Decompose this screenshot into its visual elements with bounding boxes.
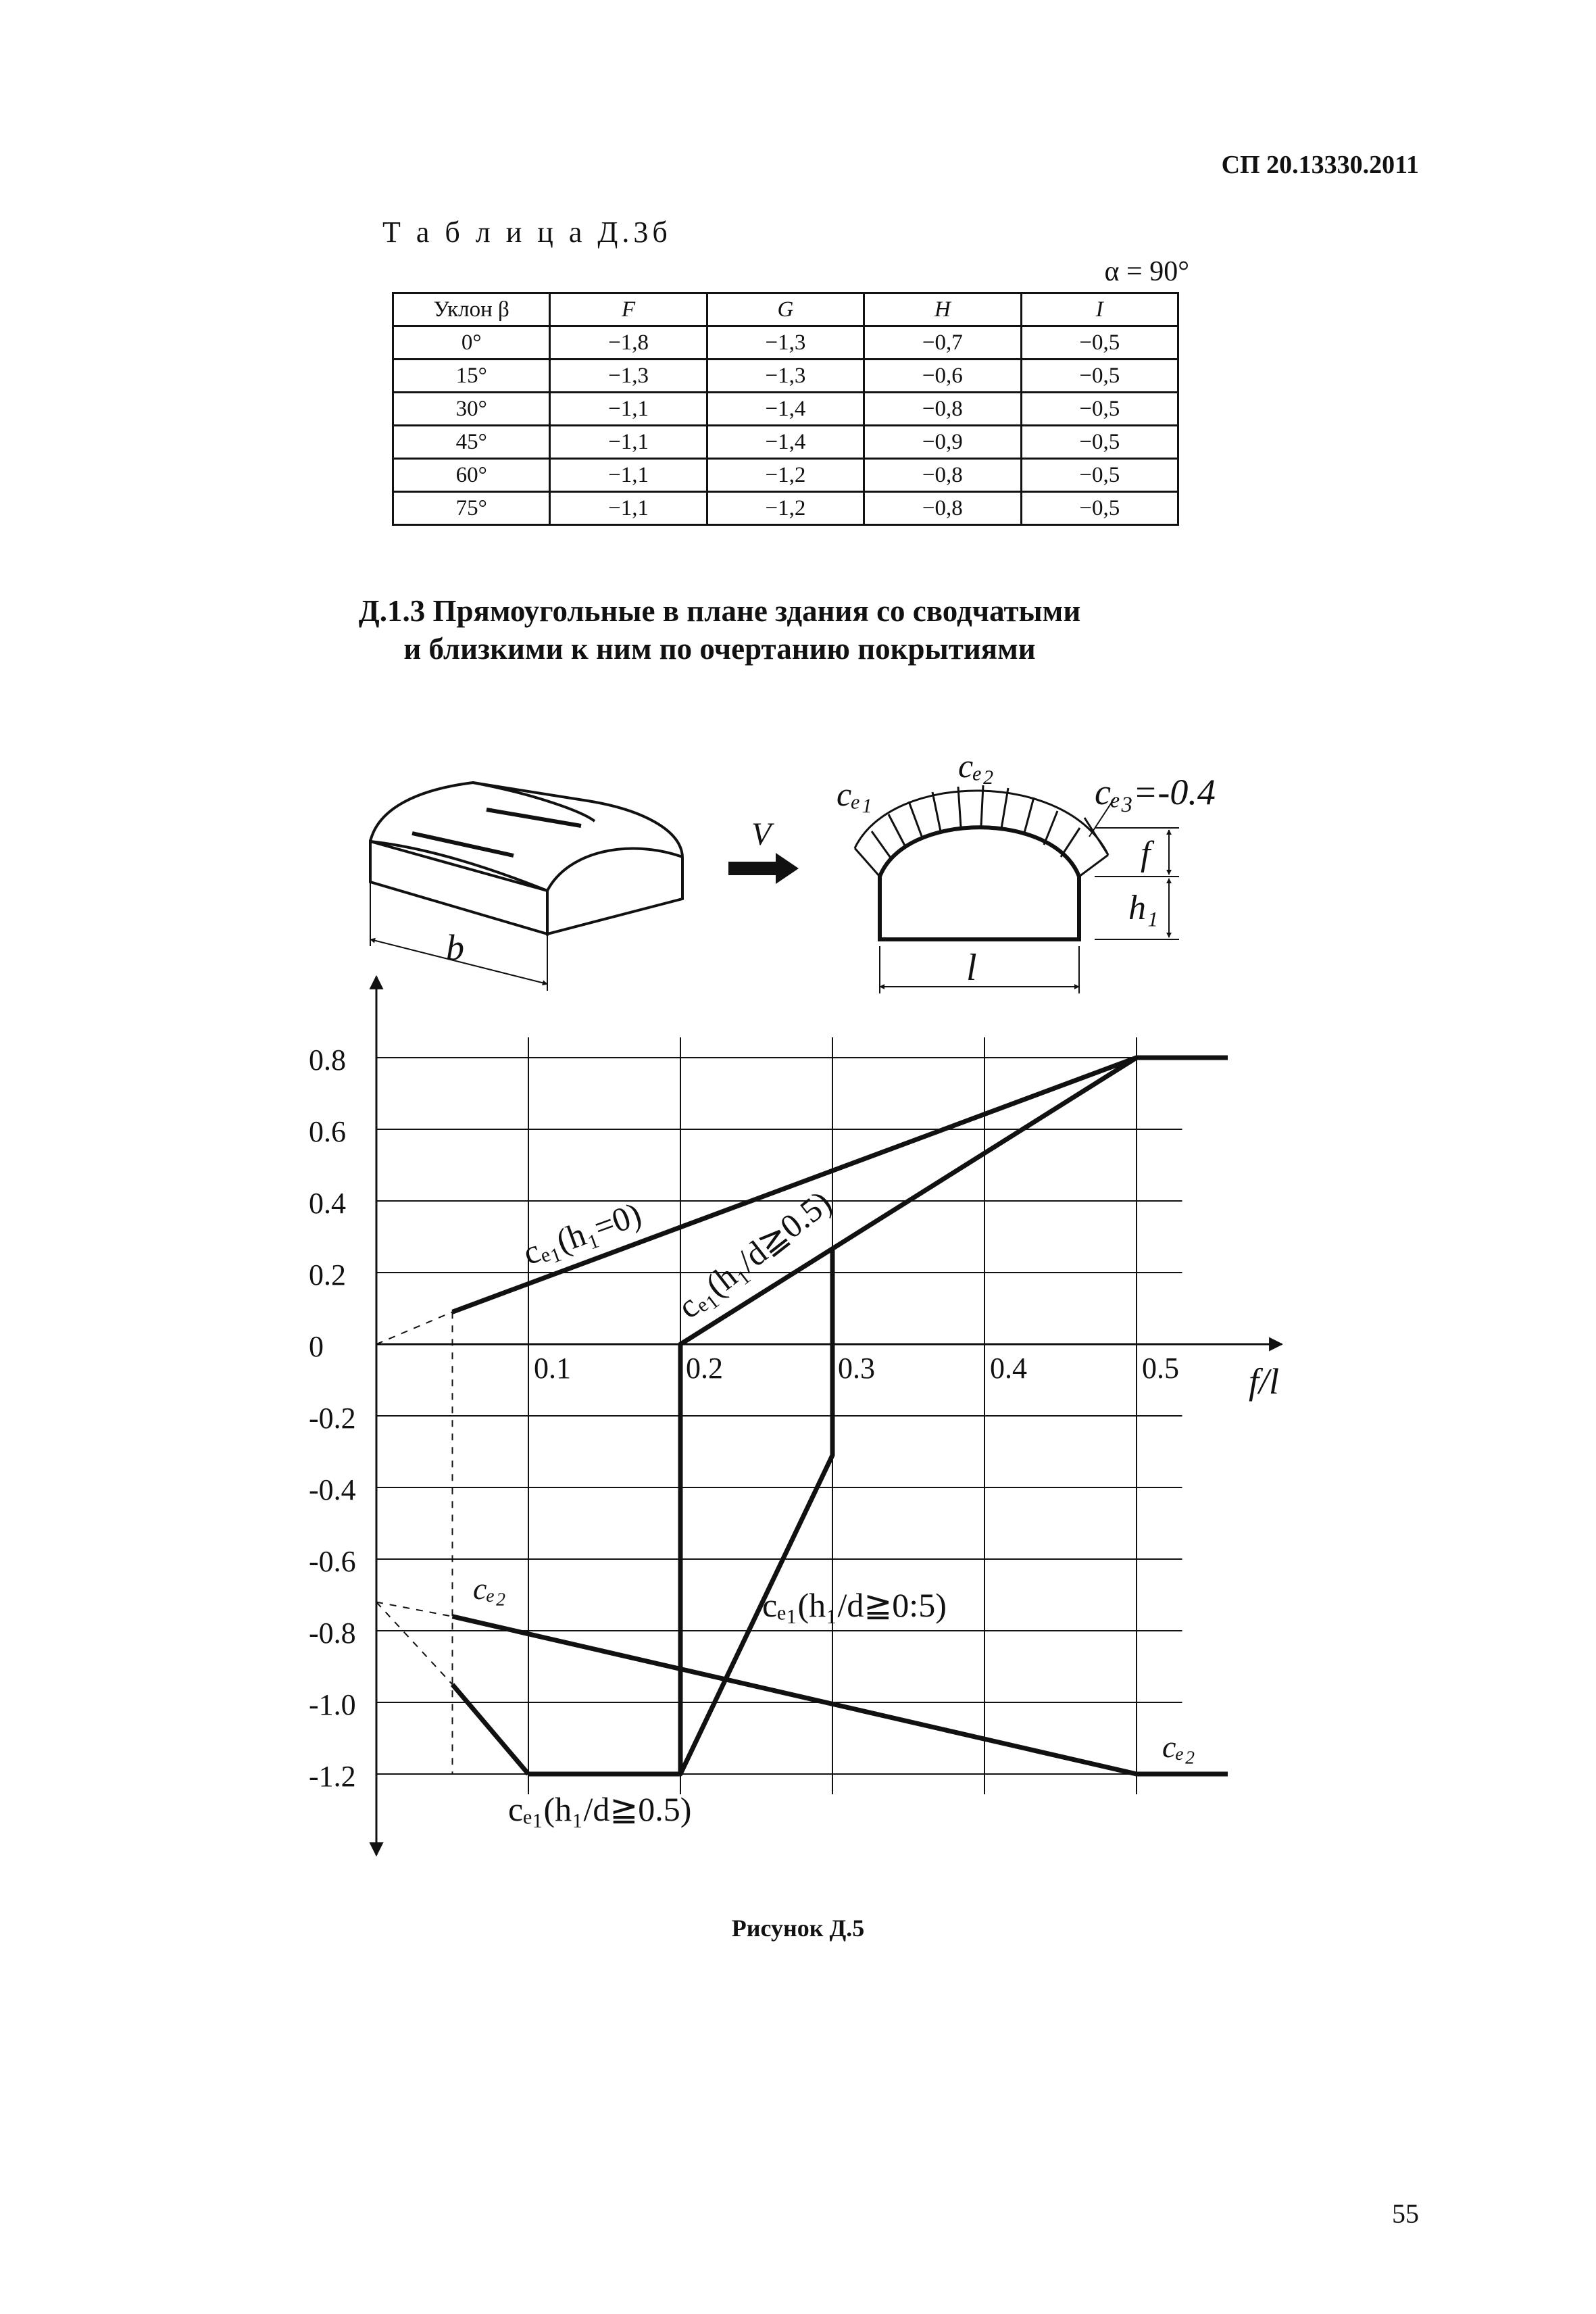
table-cell: −0,7 xyxy=(864,326,1021,360)
building-sketch xyxy=(370,783,682,991)
series-line xyxy=(453,1058,1228,1312)
table-cell: −1,1 xyxy=(550,426,707,459)
y-tick-label: -1.2 xyxy=(309,1760,356,1793)
table-cell: −0,5 xyxy=(1021,492,1178,525)
table-cell: 45° xyxy=(393,426,550,459)
pressure-coefficient-chart xyxy=(309,977,1282,1855)
series-line xyxy=(453,1685,529,1775)
table-cell: −1,2 xyxy=(707,459,864,492)
table-cell: −0,5 xyxy=(1021,360,1178,393)
table-cell: −0,8 xyxy=(864,492,1021,525)
table-cell: −1,4 xyxy=(707,393,864,426)
standard-code: СП 20.13330.2011 xyxy=(1221,151,1419,179)
table-parameter: α = 90° xyxy=(1104,256,1189,287)
table-cell: −0,6 xyxy=(864,360,1021,393)
y-tick-label: 0.2 xyxy=(309,1258,346,1291)
chart-grid xyxy=(376,1037,1182,1794)
table-title: Т а б л и ц а Д.3б xyxy=(382,216,672,249)
column-header: H xyxy=(864,293,1021,326)
table-cell: −1,3 xyxy=(707,326,864,360)
x-tick-label: 0.1 xyxy=(534,1352,571,1385)
table-cell: −1,3 xyxy=(707,360,864,393)
y-tick-label: 0.4 xyxy=(309,1187,346,1220)
series-line xyxy=(453,1617,1228,1774)
table-cell: 75° xyxy=(393,492,550,525)
wind-v-label: V xyxy=(751,816,772,852)
column-header: G xyxy=(707,293,864,326)
table-cell: −0,5 xyxy=(1021,459,1178,492)
table-cell: −1,1 xyxy=(550,492,707,525)
ce2-sketch-label: cₑ₂ xyxy=(958,747,994,785)
dimension-f-label: f xyxy=(1141,835,1151,873)
wind-arrow xyxy=(728,853,799,884)
curve-label-ce2-left: cₑ₂ xyxy=(473,1571,506,1606)
extrapolation-line xyxy=(376,1312,453,1344)
table-cell: −1,1 xyxy=(550,393,707,426)
table-cell: −1,8 xyxy=(550,326,707,360)
dimension-h1-label: h₁ xyxy=(1128,889,1159,927)
table-cell: −0,8 xyxy=(864,393,1021,426)
y-tick-label: -0.6 xyxy=(309,1545,356,1578)
ce3-sketch-label: cₑ₃=-0.4 xyxy=(1095,772,1216,812)
x-tick-label: 0.3 xyxy=(838,1352,875,1385)
y-tick-label: -0.2 xyxy=(309,1402,356,1435)
table-cell: −1,2 xyxy=(707,492,864,525)
table-cell: −0,5 xyxy=(1021,426,1178,459)
y-tick-label: -1.0 xyxy=(309,1688,356,1721)
y-tick-label: 0.6 xyxy=(309,1115,346,1148)
curve-label-ce1-hd-bottom: cₑ₁(h₁/d≧0.5) xyxy=(508,1790,692,1828)
ce1-sketch-label: cₑ₁ xyxy=(837,775,872,813)
x-tick-label: 0.4 xyxy=(990,1352,1027,1385)
x-axis-label: f/l xyxy=(1249,1361,1280,1402)
table-cell: −1,1 xyxy=(550,459,707,492)
section-heading-line: Д.1.3 Прямоугольные в плане здания со сводчатыми xyxy=(358,594,1081,628)
page-number: 55 xyxy=(1392,2198,1419,2229)
series-line xyxy=(680,1248,832,1774)
figure-caption: Рисунок Д.5 xyxy=(731,1915,865,1942)
extrapolation-line xyxy=(376,1602,453,1685)
table-cell: −0,5 xyxy=(1021,393,1178,426)
y-tick-label: -0.8 xyxy=(309,1617,356,1650)
column-header: Уклон β xyxy=(393,293,550,326)
y-tick-label: -0.4 xyxy=(309,1473,356,1506)
table-cell: −0,5 xyxy=(1021,326,1178,360)
x-tick-label: 0.2 xyxy=(686,1352,723,1385)
y-tick-labels xyxy=(309,1043,356,1793)
section-heading-line: и близкими к ним по очертанию покрытиями xyxy=(403,632,1036,666)
column-header: F xyxy=(550,293,707,326)
table-cell: −0,8 xyxy=(864,459,1021,492)
table-cell: −1,3 xyxy=(550,360,707,393)
y-tick-label: 0.8 xyxy=(309,1043,346,1077)
curve-label-ce1-hd-mid: cₑ₁(h₁/d≧0:5) xyxy=(762,1586,947,1624)
curve-label-ce1-h1-0: cₑ₁(h₁=0) xyxy=(518,1194,647,1273)
dimension-b-label: b xyxy=(446,927,464,968)
dimension-l-label: l xyxy=(966,947,977,989)
table-cell: 60° xyxy=(393,459,550,492)
x-tick-label: 0.5 xyxy=(1142,1352,1179,1385)
column-header: I xyxy=(1021,293,1178,326)
y-tick-label: 0 xyxy=(309,1330,324,1363)
table-cell: 0° xyxy=(393,326,550,360)
extrapolation-lines xyxy=(376,1312,453,1774)
curve-label-ce1-hd-upper: cₑ₁(h₁/d≧0.5) xyxy=(670,1183,839,1326)
table-cell: −1,4 xyxy=(707,426,864,459)
table-cell: −0,9 xyxy=(864,426,1021,459)
curve-label-ce2-right: cₑ₂ xyxy=(1162,1729,1195,1764)
table-cell: 15° xyxy=(393,360,550,393)
table-cell: 30° xyxy=(393,393,550,426)
x-tick-labels xyxy=(534,1352,1179,1385)
